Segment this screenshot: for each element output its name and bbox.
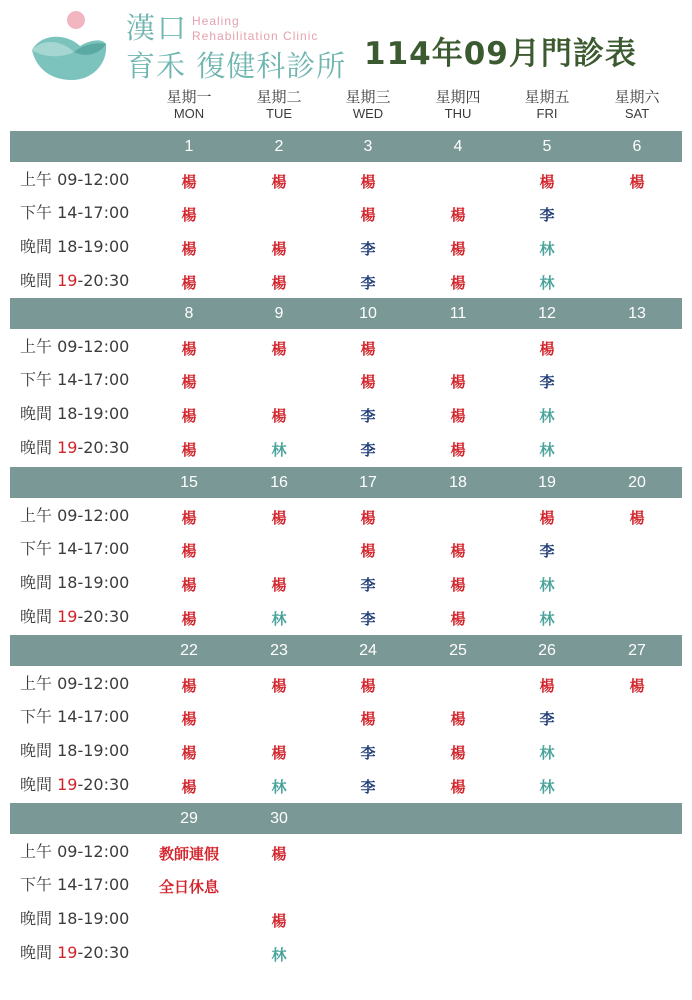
doctor-assignment: 李 xyxy=(539,710,555,728)
doctor-assignment: 楊 xyxy=(271,340,287,358)
day-header-en: WED xyxy=(352,106,384,121)
doctor-assignment: 楊 xyxy=(181,576,197,594)
day-header-en: TUE xyxy=(266,106,292,121)
doctor-assignment: 楊 xyxy=(450,778,466,796)
date-number: 27 xyxy=(628,642,646,659)
day-header-wed xyxy=(333,88,403,122)
time-slot-prefix: 下午 14-17:00 xyxy=(20,707,130,726)
doctor-assignment: 楊 xyxy=(450,206,466,224)
time-slot-prefix: 晚間 18-19:00 xyxy=(20,404,130,423)
doctor-assignment: 楊 xyxy=(181,340,197,358)
doctor-assignment: 林 xyxy=(539,407,555,425)
doctor-assignment: 李 xyxy=(360,610,376,628)
day-header-cn: 星期五 xyxy=(524,88,570,106)
time-slot-prefix: 上午 09-12:00 xyxy=(20,506,130,525)
doctor-assignment: 楊 xyxy=(271,845,287,863)
time-slot-suffix: -20:30 xyxy=(77,943,130,962)
brand-name-cn-line2: 育禾 復健科診所 xyxy=(126,49,347,83)
time-slot-highlight: 19 xyxy=(57,943,78,962)
time-slot-prefix: 晚間 18-19:00 xyxy=(20,573,130,592)
date-number: 13 xyxy=(628,305,646,322)
doctor-assignment: 楊 xyxy=(360,173,376,191)
time-slot-highlight: 19 xyxy=(57,607,78,626)
doctor-assignment: 楊 xyxy=(271,274,287,292)
doctor-assignment: 楊 xyxy=(181,240,197,258)
doctor-assignment: 楊 xyxy=(450,441,466,459)
doctor-assignment: 林 xyxy=(539,240,555,258)
doctor-assignment: 楊 xyxy=(450,373,466,391)
time-slot-prefix: 晚間 18-19:00 xyxy=(20,237,130,256)
doctor-assignment: 楊 xyxy=(271,173,287,191)
doctor-assignment: 李 xyxy=(360,441,376,459)
date-number: 10 xyxy=(359,305,377,322)
doctor-assignment: 李 xyxy=(360,576,376,594)
doctor-assignment: 楊 xyxy=(181,407,197,425)
doctor-assignment: 楊 xyxy=(181,778,197,796)
doctor-assignment: 楊 xyxy=(450,407,466,425)
time-slot-label xyxy=(20,943,129,963)
day-header-tue xyxy=(244,88,314,122)
day-header-fri xyxy=(512,88,582,122)
time-slot-label xyxy=(20,404,129,424)
time-slot-label xyxy=(20,607,129,627)
doctor-assignment: 楊 xyxy=(539,509,555,527)
doctor-assignment: 李 xyxy=(360,240,376,258)
date-number: 19 xyxy=(538,474,556,491)
doctor-assignment: 楊 xyxy=(271,509,287,527)
day-header-en: FRI xyxy=(536,106,558,121)
time-slot-suffix: -20:30 xyxy=(77,271,130,290)
date-number: 8 xyxy=(184,305,194,322)
doctor-assignment: 楊 xyxy=(181,744,197,762)
date-number: 20 xyxy=(628,474,646,491)
doctor-assignment: 楊 xyxy=(181,542,197,560)
date-number: 9 xyxy=(274,305,284,322)
date-number: 4 xyxy=(453,138,463,155)
time-slot-label xyxy=(20,674,129,694)
time-slot-label xyxy=(20,909,129,929)
day-header-cn: 星期一 xyxy=(166,88,212,106)
clinic-logo-icon xyxy=(28,10,108,82)
time-slot-prefix: 下午 14-17:00 xyxy=(20,203,130,222)
time-slot-label xyxy=(20,741,129,761)
doctor-assignment: 楊 xyxy=(539,340,555,358)
doctor-assignment: 楊 xyxy=(539,173,555,191)
time-slot-prefix: 下午 14-17:00 xyxy=(20,370,130,389)
doctor-assignment: 林 xyxy=(539,441,555,459)
time-slot-suffix: -20:30 xyxy=(77,607,130,626)
date-number: 15 xyxy=(180,474,198,491)
date-number: 30 xyxy=(270,810,288,827)
date-number: 5 xyxy=(542,138,552,155)
doctor-assignment: 楊 xyxy=(360,340,376,358)
doctor-assignment: 楊 xyxy=(271,677,287,695)
doctor-assignment: 楊 xyxy=(271,576,287,594)
doctor-assignment: 林 xyxy=(271,946,287,964)
doctor-assignment: 楊 xyxy=(539,677,555,695)
doctor-assignment: 楊 xyxy=(360,206,376,224)
date-number: 3 xyxy=(363,138,373,155)
date-number: 18 xyxy=(449,474,467,491)
date-number: 6 xyxy=(632,138,642,155)
time-slot-prefix: 晚間 xyxy=(20,271,58,290)
doctor-assignment: 林 xyxy=(539,744,555,762)
doctor-assignment: 楊 xyxy=(450,274,466,292)
doctor-assignment: 李 xyxy=(360,778,376,796)
date-number: 26 xyxy=(538,642,556,659)
doctor-assignment: 楊 xyxy=(450,744,466,762)
time-slot-prefix: 下午 14-17:00 xyxy=(20,539,130,558)
day-header-mon xyxy=(154,88,224,122)
doctor-assignment: 楊 xyxy=(271,912,287,930)
time-slot-label xyxy=(20,775,129,795)
time-slot-prefix: 晚間 18-19:00 xyxy=(20,741,130,760)
day-header-en: SAT xyxy=(624,106,650,121)
date-number: 12 xyxy=(538,305,556,322)
doctor-assignment: 楊 xyxy=(181,509,197,527)
doctor-assignment: 林 xyxy=(271,441,287,459)
doctor-assignment: 李 xyxy=(539,542,555,560)
time-slot-suffix: -20:30 xyxy=(77,438,130,457)
date-number: 22 xyxy=(180,642,198,659)
day-header-cn: 星期六 xyxy=(614,88,660,106)
doctor-assignment: 楊 xyxy=(450,240,466,258)
doctor-assignment: 李 xyxy=(360,744,376,762)
time-slot-label xyxy=(20,875,129,895)
doctor-assignment: 林 xyxy=(271,778,287,796)
day-header-cn: 星期二 xyxy=(256,88,302,106)
doctor-assignment: 李 xyxy=(360,274,376,292)
time-slot-prefix: 晚間 xyxy=(20,438,58,457)
doctor-assignment: 楊 xyxy=(271,240,287,258)
brand-name-en-line1: Healing xyxy=(192,14,240,28)
doctor-assignment: 楊 xyxy=(181,710,197,728)
doctor-assignment: 楊 xyxy=(181,173,197,191)
doctor-assignment: 楊 xyxy=(181,206,197,224)
time-slot-highlight: 19 xyxy=(57,775,78,794)
date-number: 29 xyxy=(180,810,198,827)
time-slot-prefix: 晚間 xyxy=(20,607,58,626)
schedule-note: 全日休息 xyxy=(158,878,219,896)
doctor-assignment: 林 xyxy=(539,576,555,594)
date-number: 16 xyxy=(270,474,288,491)
time-slot-prefix: 下午 14-17:00 xyxy=(20,875,130,894)
time-slot-label xyxy=(20,573,129,593)
doctor-assignment: 楊 xyxy=(450,576,466,594)
time-slot-highlight: 19 xyxy=(57,438,78,457)
doctor-assignment: 林 xyxy=(271,610,287,628)
time-slot-highlight: 19 xyxy=(57,271,78,290)
date-number: 25 xyxy=(449,642,467,659)
doctor-assignment: 林 xyxy=(539,610,555,628)
time-slot-prefix: 晚間 xyxy=(20,775,58,794)
date-number: 23 xyxy=(270,642,288,659)
doctor-assignment: 楊 xyxy=(629,677,645,695)
doctor-assignment: 楊 xyxy=(181,373,197,391)
time-slot-label xyxy=(20,170,129,190)
time-slot-label xyxy=(20,203,129,223)
date-number: 11 xyxy=(449,305,467,322)
time-slot-label xyxy=(20,370,129,390)
doctor-assignment: 楊 xyxy=(360,677,376,695)
doctor-assignment: 楊 xyxy=(360,373,376,391)
brand-name-en-line2: Rehabilitation Clinic xyxy=(192,29,319,43)
time-slot-prefix: 上午 09-12:00 xyxy=(20,674,130,693)
doctor-assignment: 楊 xyxy=(360,509,376,527)
day-header-cn: 星期四 xyxy=(435,88,481,106)
time-slot-label xyxy=(20,707,129,727)
doctor-assignment: 楊 xyxy=(271,744,287,762)
doctor-assignment: 楊 xyxy=(181,610,197,628)
doctor-assignment: 林 xyxy=(539,274,555,292)
time-slot-prefix: 晚間 18-19:00 xyxy=(20,909,130,928)
doctor-assignment: 楊 xyxy=(450,610,466,628)
page-title: 114年09月門診表 xyxy=(364,36,637,72)
doctor-assignment: 林 xyxy=(539,778,555,796)
time-slot-suffix: -20:30 xyxy=(77,775,130,794)
time-slot-label xyxy=(20,506,129,526)
doctor-assignment: 楊 xyxy=(181,274,197,292)
doctor-assignment: 楊 xyxy=(629,509,645,527)
time-slot-label xyxy=(20,271,129,291)
time-slot-label xyxy=(20,539,129,559)
date-number: 24 xyxy=(359,642,377,659)
brand-name-cn-line1: 漢口 xyxy=(126,11,189,45)
doctor-assignment: 楊 xyxy=(450,710,466,728)
doctor-assignment: 楊 xyxy=(450,542,466,560)
schedule-note: 教師連假 xyxy=(158,845,219,863)
doctor-assignment: 楊 xyxy=(271,407,287,425)
date-number: 17 xyxy=(359,474,377,491)
time-slot-label xyxy=(20,237,129,257)
date-number: 1 xyxy=(184,138,194,155)
doctor-assignment: 李 xyxy=(539,206,555,224)
time-slot-prefix: 上午 09-12:00 xyxy=(20,170,130,189)
doctor-assignment: 楊 xyxy=(360,710,376,728)
time-slot-prefix: 上午 09-12:00 xyxy=(20,337,130,356)
time-slot-label xyxy=(20,438,129,458)
day-header-thu xyxy=(423,88,493,122)
day-header-sat xyxy=(602,88,672,122)
doctor-assignment: 楊 xyxy=(181,441,197,459)
doctor-assignment: 李 xyxy=(360,407,376,425)
doctor-assignment: 楊 xyxy=(181,677,197,695)
time-slot-label xyxy=(20,337,129,357)
date-number: 2 xyxy=(274,138,284,155)
day-header-cn: 星期三 xyxy=(345,88,391,106)
doctor-assignment: 李 xyxy=(539,373,555,391)
time-slot-prefix: 上午 09-12:00 xyxy=(20,842,130,861)
doctor-assignment: 楊 xyxy=(360,542,376,560)
day-header-en: THU xyxy=(444,106,472,121)
day-header-en: MON xyxy=(173,106,205,121)
week-date-band xyxy=(10,803,682,834)
time-slot-label xyxy=(20,842,129,862)
time-slot-prefix: 晚間 xyxy=(20,943,58,962)
doctor-assignment: 楊 xyxy=(629,173,645,191)
